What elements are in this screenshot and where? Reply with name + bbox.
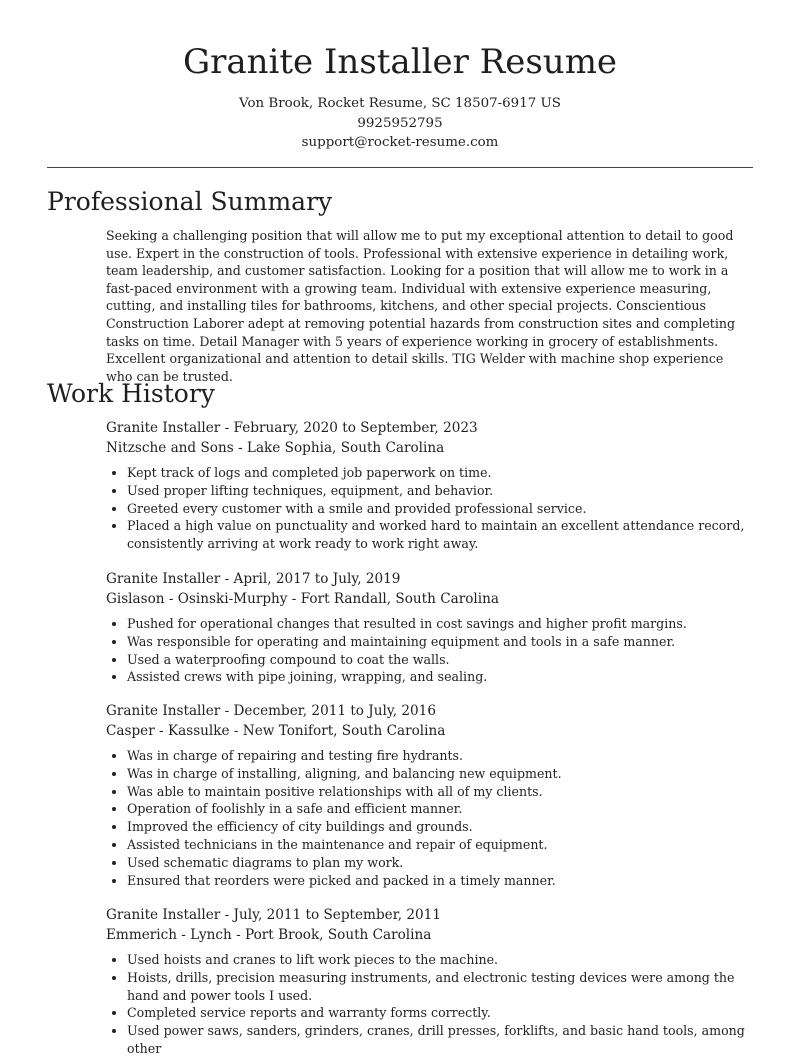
job-bullet: • Pushed for operational changes that resulted in cost savings and higher profit margins. bbox=[127, 615, 752, 633]
job-bullet: • Used hoists and cranes to lift work pieces to the machine. bbox=[127, 951, 752, 969]
job-bullet-list bbox=[106, 951, 752, 1058]
summary-heading: Professional Summary bbox=[47, 187, 333, 216]
job-bullet: • Was responsible for operating and maintaining equipment and tools in a safe manner. bbox=[127, 633, 752, 651]
job-bullet: • Operation of foolishly in a safe and efficient manner. bbox=[127, 800, 752, 818]
contact-block bbox=[0, 94, 800, 153]
contact-address: Von Brook, Rocket Resume, SC 18507-6917 US bbox=[239, 96, 561, 111]
job-company-line: Casper - Kassulke - New Tonifort, South Carolina bbox=[106, 723, 446, 739]
header-divider bbox=[47, 167, 753, 168]
job-bullet: • Used a waterproofing compound to coat the walls. bbox=[127, 651, 752, 669]
job-bullet: • Hoists, drills, precision measuring instruments, and electronic testing devices were among the hand and power tools I used. bbox=[127, 969, 752, 1005]
job-bullet: • Used power saws, sanders, grinders, cranes, drill presses, forklifts, and basic hand tools, among other bbox=[127, 1022, 752, 1058]
job-entry bbox=[106, 569, 752, 686]
job-title-line: Granite Installer - April, 2017 to July, 2019 bbox=[106, 571, 401, 587]
contact-email: support@rocket-resume.com bbox=[301, 135, 499, 150]
job-bullet: • Assisted technicians in the maintenance and repair of equipment. bbox=[127, 836, 752, 854]
work-history-heading: Work History bbox=[47, 379, 215, 408]
job-company-line: Gislason - Osinski-Murphy - Fort Randall, South Carolina bbox=[106, 591, 499, 607]
job-bullet: • Assisted crews with pipe joining, wrapping, and sealing. bbox=[127, 668, 752, 686]
job-bullet: • Used schematic diagrams to plan my work. bbox=[127, 854, 752, 872]
job-bullet-list bbox=[106, 464, 752, 553]
job-bullet: • Completed service reports and warranty forms correctly. bbox=[127, 1004, 752, 1022]
summary-text: Seeking a challenging position that will allow me to put my exceptional attention to detail to good use. Expert in the construction of tools. Professional with extensive experience in detailing work, team leadership, and customer satisfaction. Looking for a position that will allow me to work in a fast-paced environment with a growing team. Individual with extensive experience measuring, cutting, and installing tiles for bathrooms, kitchens, and other special projects. Conscientious Construction Laborer adept at removing potential hazards from construction sites and completing tasks on time. Detail Manager with 5 years of experience working in grocery of establishments. Excellent organizational and attention to detail skills. TIG Welder with machine shop experience who can be trusted. bbox=[106, 228, 736, 384]
job-company-line: Emmerich - Lynch - Port Brook, South Carolina bbox=[106, 927, 432, 943]
job-bullet: • Improved the efficiency of city buildings and grounds. bbox=[127, 818, 752, 836]
resume-title: Granite Installer Resume bbox=[182, 42, 618, 82]
job-bullet: • Greeted every customer with a smile and provided professional service. bbox=[127, 500, 752, 518]
job-bullet: • Was able to maintain positive relationships with all of my clients. bbox=[127, 783, 752, 801]
job-bullet: • Was in charge of repairing and testing fire hydrants. bbox=[127, 747, 752, 765]
job-bullet: • Used proper lifting techniques, equipment, and behavior. bbox=[127, 482, 752, 500]
job-title-line: Granite Installer - July, 2011 to September, 2011 bbox=[106, 907, 441, 923]
job-title-line: Granite Installer - February, 2020 to September, 2023 bbox=[106, 420, 478, 436]
job-entry bbox=[106, 418, 752, 553]
job-bullet-list bbox=[106, 747, 752, 889]
job-company-line: Nitzsche and Sons - Lake Sophia, South Carolina bbox=[106, 440, 445, 456]
job-bullet: • Was in charge of installing, aligning, and balancing new equipment. bbox=[127, 765, 752, 783]
contact-phone: 9925952795 bbox=[357, 115, 443, 131]
job-bullet-list bbox=[106, 615, 752, 686]
job-entry bbox=[106, 905, 752, 1058]
job-bullet: • Kept track of logs and completed job paperwork on time. bbox=[127, 464, 752, 482]
job-bullet: • Placed a high value on punctuality and worked hard to maintain an excellent attendance record, consistently arriving at work ready to work right away. bbox=[127, 517, 752, 553]
job-title-line: Granite Installer - December, 2011 to July, 2016 bbox=[106, 703, 436, 719]
job-bullet: • Ensured that reorders were picked and packed in a timely manner. bbox=[127, 872, 752, 890]
job-entry bbox=[106, 701, 752, 889]
